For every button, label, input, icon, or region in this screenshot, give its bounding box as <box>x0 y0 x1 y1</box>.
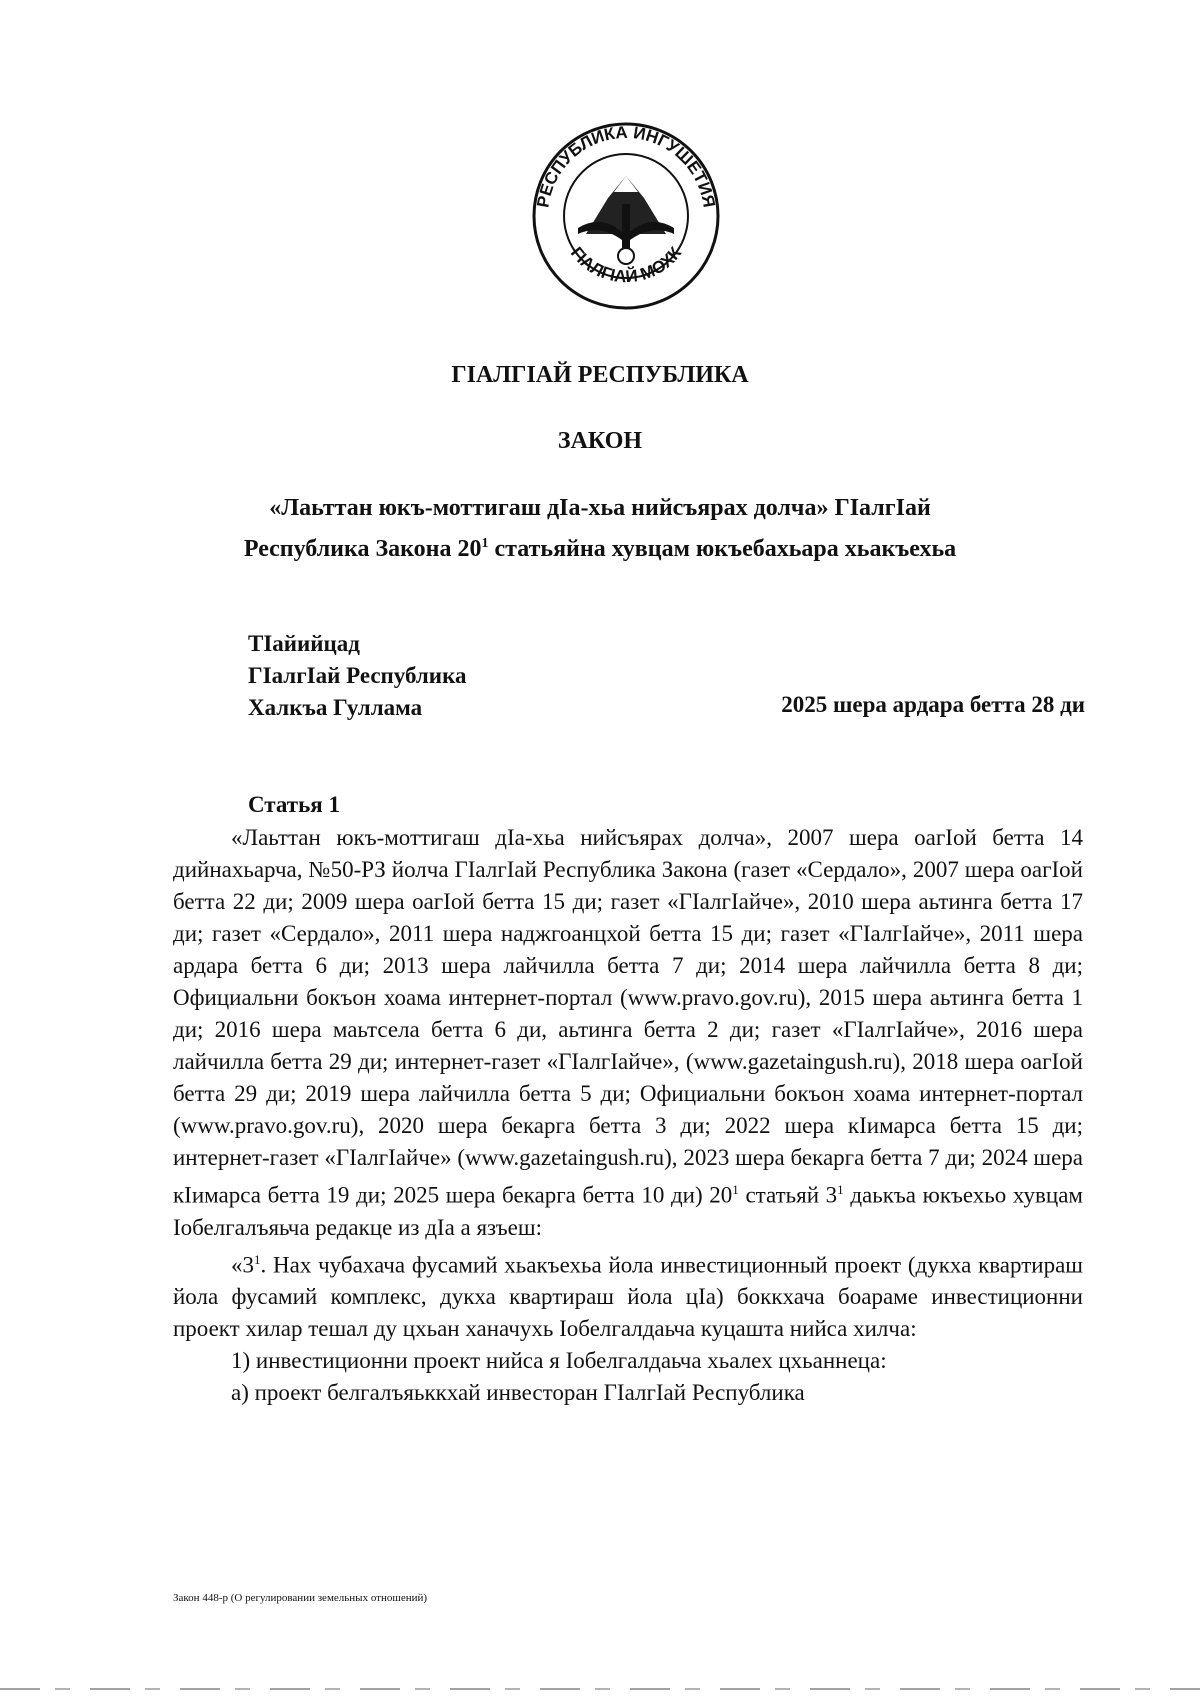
adopted-by <box>248 628 466 724</box>
article-heading: Статья 1 <box>248 792 340 817</box>
republic-name: ГIАЛГIАЙ РЕСПУБЛИКА <box>451 362 749 388</box>
adopted-line-1: ТIайийцад <box>248 631 360 656</box>
adopted-line-2: ГIалгIай Республика <box>248 663 467 688</box>
footer-note: Закон 448-р (О регулировании земельных отношений) <box>173 1592 428 1604</box>
seal-bottom-text: ГIАЛГIАЙ МОХК <box>566 243 686 287</box>
scan-artifact-line <box>0 1688 1200 1690</box>
seal-top-text: РЕСПУБЛИКА ИНГУШЕТИЯ <box>533 122 719 209</box>
law-title-line-1: «Лаьттан юкъ-моттигаш дIа-хьа нийсъярах долча» ГIалгIай <box>269 495 931 521</box>
article-paragraph-2: «$3^1$. Нах чубахача фусамий хьакъехьа йола инвестиционный проект (дукха квартираш йола фусамий комплекс, дукха квартираш йола цIа) боккхача боараме инвестиционни проект хилар тешал ду цхьан ханачухь Iобелгалдаьча куцашта нийса хилча: <box>173 1251 1083 1342</box>
document-type: ЗАКОН <box>557 428 643 454</box>
article-paragraph-1: «Лаьттан юкъ-моттигаш дIа-хьа нийсъярах долча», 2007 шера оагIой бетта 14 дийнахьарча, №50-РЗ йолча ГIалгIай Республика Закона (газет «Сердало», 2007 шера оагIой бетта 22 ди; 2009 шера оагIой бетта 15 ди; газет «ГIалгIайче», 2010 шера аьтинга бетта 17 ди; газет «Сердало», 2011 шера наджгоанцхой бетта 15 ди; газет «ГIалгIайче», 2011 шера ардара бетта 6 ди; 2013 шера лайчилла бетта 7 ди; 2014 шера лайчилла бетта 8 ди; Официальни бокъон хоама интернет-портал (www.pravo.gov.ru), 2015 шера аьтинга бетта 1 ди; 2016 шера маьтсела бетта 6 ди, аьтинга бетта 2 ди; газет «ГIалгIайче», 2016 шера лайчилла бетта 29 ди; интернет-газет «ГIалгIайче», (www.gazetaingush.ru), 2018 шера оагIой бетта 29 ди; 2019 шера лайчилла бетта 5 ди; Официальни бокъон хоама интернет-портал (www.pravo.gov.ru), 2020 шера бекарга бетта 3 ди; 2022 шера кIимарса бетта 15 ди; интернет-газет «ГIалгIайче» (www.gazetaingush.ru), 2023 шера бекарга бетта 7 ди; 2024 шера кIимарса бетта 19 ди; 2025 шера бекарга бетта 10 ди) $20^1$ статьяй $3^1$ даькъа юкъехьо хувцам Iобелгалъяьча редакце из дIа а язъеш: <box>173 825 1083 1240</box>
article-body <box>173 822 1083 1409</box>
adopted-line-3: Халкъа Гуллама <box>248 695 423 720</box>
law-title-line-2: Республика Закона $20^1$ статьяйна хувцам юкъебахьара хьакъехьа <box>243 536 957 562</box>
coat-of-arms-seal <box>526 116 726 316</box>
article-paragraph-3: 1) инвестиционни проект нийса я Iобелгалдаьча хьалех цхьаннеца: <box>231 1348 887 1374</box>
law-title <box>0 490 1200 567</box>
adoption-date: 2025 шера ардара бетта 28 ди <box>781 692 1085 717</box>
article-paragraph-4: а) проект белгалъяьккхай инвесторан ГIалгIай Республика <box>231 1380 805 1406</box>
